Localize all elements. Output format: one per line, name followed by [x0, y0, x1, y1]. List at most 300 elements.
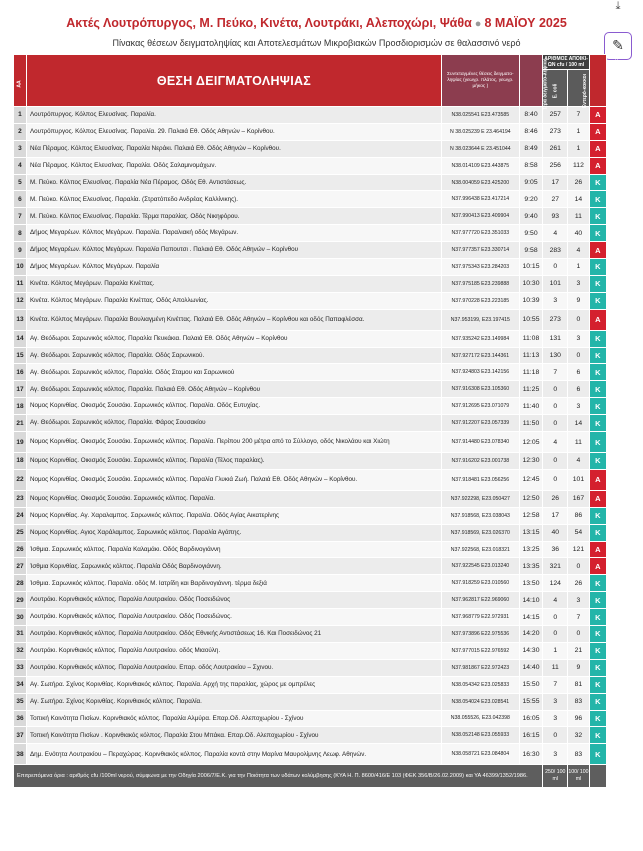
quality-category: A — [589, 140, 606, 157]
coordinates: N37.924803 E23.142156 — [442, 364, 520, 381]
table-row — [14, 490, 607, 507]
row-number: 25 — [14, 524, 27, 541]
row-number: 21 — [14, 415, 27, 432]
table-row — [14, 330, 607, 347]
sampling-time: 16:05 — [519, 710, 543, 727]
coordinates: N38.055526, E23.042398 — [442, 710, 520, 727]
row-number: 27 — [14, 558, 27, 575]
table-row — [14, 225, 607, 242]
quality-category: K — [589, 507, 606, 524]
ecoli-count: 4 — [543, 225, 568, 242]
ecoli-count: 17 — [543, 507, 568, 524]
quality-category: K — [589, 259, 606, 276]
sampling-position: Νομος Κορινθίας. Αγιος Χαράλαμπος. Σαρωνικός κόλπος. Παραλία Αγάπης. — [26, 524, 441, 541]
sampling-time: 9:58 — [519, 242, 543, 259]
enterococci-count: 3 — [568, 592, 590, 609]
enterococci-count: 4 — [568, 453, 590, 470]
row-number: 23 — [14, 490, 27, 507]
quality-category: K — [589, 191, 606, 208]
row-number: 18 — [14, 453, 27, 470]
sampling-position: Δήμος Μεγαρέων. Κόλπος Μεγάρων. Παραλία Παπουτσι . Παλαιά Εθ. Οδός Αθηνών – Κορίνθου — [26, 242, 441, 259]
coordinates: N37.918481 E23.056256 — [442, 469, 520, 490]
quality-category: K — [589, 693, 606, 710]
quality-category: K — [589, 710, 606, 727]
sampling-time: 15:55 — [519, 693, 543, 710]
coordinates: N37.927172 E23.144361 — [442, 347, 520, 364]
quality-category: K — [589, 676, 606, 693]
ecoli-count: 0 — [543, 453, 568, 470]
enterococci-count: 14 — [568, 191, 590, 208]
row-number: 11 — [14, 275, 27, 292]
table-row — [14, 592, 607, 609]
enterococci-count: 0 — [568, 347, 590, 364]
enterococci-count: 14 — [568, 415, 590, 432]
enterococci-count: 121 — [568, 541, 590, 558]
sampling-time: 14:10 — [519, 592, 543, 609]
ecoli-count: 4 — [543, 592, 568, 609]
ecoli-count: 0 — [543, 259, 568, 276]
coordinates: N38.025541 E23.473585 — [442, 107, 520, 124]
sampling-position: Κινέτα. Κόλπος Μεγάρων. Παραλία Κινέττας. — [26, 275, 441, 292]
sampling-time: 14:15 — [519, 609, 543, 626]
table-row — [14, 727, 607, 744]
table-row — [14, 259, 607, 276]
enterococci-count: 0 — [568, 626, 590, 643]
sampling-position: Νέα Πέραμος. Κόλπος Ελευσίνας. Παραλία. Οδός Σαλαμινομάχων. — [26, 157, 441, 174]
sampling-position: Αγ. Θεόδωροι. Σαρωνικός κόλπος. Παραλία Πευκάκια. Παλαιά Εθ. Οδός Αθηνών – Κορίνθου — [26, 330, 441, 347]
coordinates: N38.058721 E23.084804 — [442, 744, 520, 765]
quality-category: K — [589, 592, 606, 609]
row-number: 24 — [14, 507, 27, 524]
sampling-position: Ίσθμια Κορινθίας. Σαρωνικός κόλπος. Παραλία Οδός Βαρδινογιάννη. — [26, 558, 441, 575]
table-row — [14, 453, 607, 470]
enterococci-count: 6 — [568, 364, 590, 381]
enterococci-count: 3 — [568, 398, 590, 415]
row-number: 1 — [14, 107, 27, 124]
quality-category: A — [589, 309, 606, 330]
ecoli-count: 7 — [543, 364, 568, 381]
enterococci-count: 3 — [568, 275, 590, 292]
coordinates: N37.922545 E23.013240 — [442, 558, 520, 575]
sampling-time: 8:49 — [519, 140, 543, 157]
quality-category: K — [589, 744, 606, 765]
sampling-time: 12:58 — [519, 507, 543, 524]
sampling-position: Τοπική Κοινότητα Πισίων. Κορινθιακός κόλπος. Παραλία Αλμύρα. Επαρ.Οδ. Αλεποχωρίου - Σχίνου — [26, 710, 441, 727]
results-table — [13, 54, 619, 788]
row-number: 38 — [14, 744, 27, 765]
coordinates: N37.922298, E23.050427 — [442, 490, 520, 507]
ecoli-count: 101 — [543, 275, 568, 292]
coordinates: N38.014109 E23.443875 — [442, 157, 520, 174]
sampling-position: Νομος Κορινθίας. Αγ. Χαραλαμπος. Σαρωνικός κόλπος. Παραλία. Οδός Αγίας Αικατερίνης — [26, 507, 441, 524]
ecoli-count: 273 — [543, 309, 568, 330]
enterococci-count: 81 — [568, 676, 590, 693]
table-row — [14, 676, 607, 693]
table-row — [14, 107, 607, 124]
ecoli-count: 261 — [543, 140, 568, 157]
quality-category: A — [589, 558, 606, 575]
sampling-position: Λουτράκι. Κορινθιακός κόλπος. Παραλία Λουτρακίου. Οδός Εθνικής Αντιστάσεως 16. Και Ποσειδώνος 21 — [26, 626, 441, 643]
coordinates: N37.962817 E22.969060 — [442, 592, 520, 609]
table-row — [14, 157, 607, 174]
table-row — [14, 469, 607, 490]
coordinates: N38.004059 E23.425200 — [442, 174, 520, 191]
enterococci-count: 11 — [568, 432, 590, 453]
sampling-position: Νομος Κορινθίας. Οικισμός Σουσάκι. Σαρωνικός κόλπος. Παραλία. — [26, 490, 441, 507]
coordinates: N38.054342 E23.025833 — [442, 676, 520, 693]
download-icon[interactable]: ⤓ — [615, 0, 621, 12]
sampling-time: 11:18 — [519, 364, 543, 381]
table-row — [14, 140, 607, 157]
enterococci-count: 9 — [568, 292, 590, 309]
quality-category: A — [589, 157, 606, 174]
sampling-position: Ίσθμια. Σαρωνικός κόλπος. Παραλία Καλαμάκι. Οδός Βαρδινογιάννη — [26, 541, 441, 558]
table-row — [14, 292, 607, 309]
enterococci-count: 0 — [568, 558, 590, 575]
ecoli-count: 40 — [543, 524, 568, 541]
coordinates: N37.996438 E23.417214 — [442, 191, 520, 208]
title-locations: Ακτές Λουτρόπυργος, Μ. Πεύκο, Κινέτα, Λουτράκι, Αλεποχώρι, Ψάθα — [66, 16, 472, 30]
sampling-position: Δήμος Μεγαρέων. Κόλπος Μεγάρων. Παραλία — [26, 259, 441, 276]
sampling-time: 13:50 — [519, 575, 543, 592]
sampling-position: Λουτράκι. Κορινθιακός κόλπος. Παραλία Λουτρακίου. Επαρ. οδός Λουτρακίου – Σχινου. — [26, 659, 441, 676]
sampling-position: Μ. Πεύκο. Κόλπος Ελευσίνας. Παραλία. Τέρμα παραλίας. Οδός Νικηφόρου. — [26, 208, 441, 225]
row-number: 16 — [14, 364, 27, 381]
enterococci-count: 101 — [568, 469, 590, 490]
ecoli-limit: 250/ 100 ml — [543, 765, 568, 788]
quality-category: A — [589, 107, 606, 124]
sampling-time: 9:40 — [519, 208, 543, 225]
coordinates: N38.052148 E23.055933 — [442, 727, 520, 744]
sampling-position: Μ. Πεύκο. Κόλπος Ελευσίνας. Παραλία Νέα Πέραμος. Οδός Εθ. Αντιστάσεως. — [26, 174, 441, 191]
quality-category: K — [589, 524, 606, 541]
table-row — [14, 191, 607, 208]
row-number: 35 — [14, 693, 27, 710]
sampling-time: 10:55 — [519, 309, 543, 330]
enterococci-count: 7 — [568, 609, 590, 626]
enterococci-count: 26 — [568, 575, 590, 592]
sampling-time: 13:15 — [519, 524, 543, 541]
table-row — [14, 541, 607, 558]
limits-note: Επιτρεπόμενα όρια : αριθμός cfu /100ml νερού, σύμφωνα με την Οδηγία 2006/7/Ε.Κ. για την Ποιότητα των υδάτων κολύμβησης (ΚΥΑ Η. Π. 8600/416/Ε 103 (ΦΕΚ 356/Β/26.02.2009) και ΥΑ 46399/1352/1986. — [14, 765, 543, 788]
sampling-position: Νέα Πέραμος. Κόλπος Ελευσίνας. Παραλία Νεράκι. Παλαιά Εθ. Οδός Αθηνών – Κορίνθου. — [26, 140, 441, 157]
table-row — [14, 558, 607, 575]
sampling-time: 9:20 — [519, 191, 543, 208]
coordinates: N37.922568, E23.018321 — [442, 541, 520, 558]
ecoli-count: 3 — [543, 693, 568, 710]
sampling-position: Νομος Κορινθίας. Οικισμός Σουσάκι. Σαρωνικός κόλπος. Παραλία. Περίπου 200 μέτρα από το Σύλλογο, οδός Νικολάου και Χιώτη — [26, 432, 441, 453]
sampling-time: 9:05 — [519, 174, 543, 191]
coordinates: N37.981867 E22.972423 — [442, 659, 520, 676]
enterococci-count: 167 — [568, 490, 590, 507]
title-separator-icon: ● — [474, 18, 482, 30]
quality-category: K — [589, 292, 606, 309]
ecoli-count: 0 — [543, 626, 568, 643]
coordinates: N38.054024 E23.028541 — [442, 693, 520, 710]
sampling-position: Αγ. Θεόδωροι. Σαρωνικός κόλπος. Παραλία. Φάρος Σουσακίου — [26, 415, 441, 432]
coordinates: N37.977720 E23.351033 — [442, 225, 520, 242]
table-row — [14, 275, 607, 292]
table-row — [14, 381, 607, 398]
quality-category: K — [589, 225, 606, 242]
title-date: 8 ΜΑΪΟΥ 2025 — [484, 16, 567, 30]
ecoli-count: 26 — [543, 490, 568, 507]
sampling-time: 14:20 — [519, 626, 543, 643]
row-number: 7 — [14, 208, 27, 225]
row-number: 19 — [14, 432, 27, 453]
enterococci-count: 83 — [568, 744, 590, 765]
coordinates: N 38.023644 E 23.451044 — [442, 140, 520, 157]
row-number: 29 — [14, 592, 27, 609]
table-row — [14, 659, 607, 676]
row-number: 17 — [14, 381, 27, 398]
table-row — [14, 415, 607, 432]
coordinates: N37.970228 E23.223185 — [442, 292, 520, 309]
row-number: 34 — [14, 676, 27, 693]
col-header-colony-count: ΑΡΙΘΜΟΣ ΑΠΟΙΚΙ-ΩΝ cfu / 100 ml — [544, 56, 588, 68]
coordinates: N37.916202 E23.001738 — [442, 453, 520, 470]
sampling-position: Τοπική Κοινότητα Πισίων . Κορινθιακός κόλπος. Παραλία Στου Μπάκα. Επαρ.Οδ. Αλεποχωρίου - Σχίνου — [26, 727, 441, 744]
sampling-time: 13:25 — [519, 541, 543, 558]
quality-category: A — [589, 123, 606, 140]
enterococci-count: 96 — [568, 710, 590, 727]
sampling-position: Αγ. Σωτήρα. Σχίνος Κορινθίας. Κορινθιακός κόλπος. Παραλία. Αρχή της παραλίας, χώρος με ομπρέλες — [26, 676, 441, 693]
sampling-position: Νομος Κορινθίας. Οικισμός Σουσάκι. Σαρωνικός κόλπος. Παραλία Γλυκιά Ζωή. Παλαιά Εθ. Οδός Αθηνών – Κορίνθου. — [26, 469, 441, 490]
sampling-time: 11:25 — [519, 381, 543, 398]
sampling-position: Λουτρόπυργος. Κόλπος Ελευσίνας. Παραλία. — [26, 107, 441, 124]
coordinates: N37.916308 E23.105360 — [442, 381, 520, 398]
coordinates: N37.973896 E22.975536 — [442, 626, 520, 643]
ecoli-count: 124 — [543, 575, 568, 592]
coordinates: N37.953199, E23.197415 — [442, 309, 520, 330]
coordinates: N37.990413 E23.409904 — [442, 208, 520, 225]
coordinates: N37.975185 E23.239888 — [442, 275, 520, 292]
quality-category: K — [589, 659, 606, 676]
coordinates: N37.912207 E23.057339 — [442, 415, 520, 432]
col-header-aa: ΑΑ — [14, 55, 27, 107]
quality-category: K — [589, 626, 606, 643]
enterococci-count: 1 — [568, 140, 590, 157]
coordinates: N37.977015 E22.976592 — [442, 642, 520, 659]
col-header-time: Ώρα δειγματο-ληψίας — [519, 55, 543, 107]
row-number: 12 — [14, 292, 27, 309]
table-row — [14, 174, 607, 191]
sampling-position: Λουτράκι. Κορινθιακός κόλπος. Παραλία Λουτρακίου. οδός Μιαούλη. — [26, 642, 441, 659]
col-header-ecoli: E. coli — [543, 70, 568, 107]
sampling-time: 12:50 — [519, 490, 543, 507]
quality-category: K — [589, 432, 606, 453]
table-row — [14, 364, 607, 381]
coordinates: N37.935242 E23.149984 — [442, 330, 520, 347]
sampling-position: Ίσθμια. Σαρωνικός κόλπος. Παραλία. οδός Μ. Ιατρίδη και Βαρδινογιάννη. τέρμα δεξιά — [26, 575, 441, 592]
enterococci-count: 86 — [568, 507, 590, 524]
table-row — [14, 398, 607, 415]
sampling-time: 10:30 — [519, 275, 543, 292]
ecoli-count: 3 — [543, 744, 568, 765]
ecoli-count: 0 — [543, 727, 568, 744]
row-number: 9 — [14, 242, 27, 259]
ecoli-count: 1 — [543, 642, 568, 659]
ecoli-count: 27 — [543, 191, 568, 208]
row-number: 26 — [14, 541, 27, 558]
sampling-time: 10:15 — [519, 259, 543, 276]
quality-category: K — [589, 275, 606, 292]
sampling-time: 12:45 — [519, 469, 543, 490]
table-row — [14, 693, 607, 710]
page-subtitle: Πίνακας θέσεων δειγματοληψίας και Αποτελεσμάτων Μικροβιακών Προσδιορισμών σε θαλασσινό νερό — [112, 38, 521, 48]
quality-category: A — [589, 490, 606, 507]
ecoli-count: 0 — [543, 381, 568, 398]
sampling-time: 8:46 — [519, 123, 543, 140]
ecoli-count: 130 — [543, 347, 568, 364]
table-row — [14, 524, 607, 541]
coordinates: N 38.025239 E 23.464194 — [442, 123, 520, 140]
quality-category: K — [589, 642, 606, 659]
page-title — [0, 16, 633, 30]
sampling-time: 11:13 — [519, 347, 543, 364]
row-number: 14 — [14, 330, 27, 347]
row-number: 15 — [14, 347, 27, 364]
sampling-position: Νομος Κορινθίας. Οικισμός Σουσάκι. Σαρωνικός κόλπος. Παραλία (Τέλος παραλίας). — [26, 453, 441, 470]
quality-category: K — [589, 364, 606, 381]
table-row — [14, 123, 607, 140]
ecoli-count: 273 — [543, 123, 568, 140]
sampling-time: 12:05 — [519, 432, 543, 453]
table-row — [14, 309, 607, 330]
quality-category: K — [589, 398, 606, 415]
quality-category: K — [589, 415, 606, 432]
sampling-position: Λουτράκι. Κορινθιακός κόλπος. Παραλία Λουτρακίου. Οδός Ποσειδώνος — [26, 592, 441, 609]
row-number: 10 — [14, 259, 27, 276]
sampling-position: Δημ. Ενότητα Λουτρακίου – Περαχώρας. Κορινθιακός κόλπος. Παραλία κοντά στην Μαρίνα Μαυρολίμνης Λεωφ. Αθηνών. — [26, 744, 441, 765]
quality-category: K — [589, 453, 606, 470]
sampling-position: Νομος Κορινθίας. Οικισμός Σουσάκι. Σαρωνικός κόλπος. Παραλία. Οδός Ευτυχίας. — [26, 398, 441, 415]
sampling-time: 15:50 — [519, 676, 543, 693]
coordinates: N37.912695 E23.071079 — [442, 398, 520, 415]
row-number: 32 — [14, 642, 27, 659]
row-number: 3 — [14, 140, 27, 157]
footer-blank — [589, 765, 606, 788]
row-number: 22 — [14, 469, 27, 490]
sampling-time: 16:15 — [519, 727, 543, 744]
ecoli-count: 93 — [543, 208, 568, 225]
table-row — [14, 609, 607, 626]
quality-category: K — [589, 575, 606, 592]
col-header-coords: Συντεταγμένες θέσεις δειγματο-ληψίας (γεωγρ. πλάτος, γεωγρ. μήκος ) — [442, 55, 520, 107]
ecoli-count: 4 — [543, 432, 568, 453]
enterococci-count: 112 — [568, 157, 590, 174]
col-header-category: ΚΑΤΗΓΟΡΙΑ ΠΟΙΟΤΗΤΑΣ — [589, 55, 606, 107]
enterococci-count: 4 — [568, 242, 590, 259]
table-row — [14, 242, 607, 259]
sampling-position: Αγ. Θεόδωροι. Σαρωνικός κόλπος. Παραλία. Οδός Σταμου και Σαρωνικού — [26, 364, 441, 381]
row-number: 13 — [14, 309, 27, 330]
sampling-time: 11:40 — [519, 398, 543, 415]
table-row — [14, 626, 607, 643]
ecoli-count: 0 — [543, 398, 568, 415]
quality-category: A — [589, 242, 606, 259]
sampling-time: 14:40 — [519, 659, 543, 676]
table-row — [14, 347, 607, 364]
pen-icon: ✎ — [612, 37, 624, 53]
ecoli-count: 36 — [543, 541, 568, 558]
table-row — [14, 575, 607, 592]
row-number: 6 — [14, 191, 27, 208]
row-number: 4 — [14, 157, 27, 174]
row-number: 18 — [14, 398, 27, 415]
enterococci-count: 83 — [568, 693, 590, 710]
col-header-enterococci: Εντερό-κοκκοι — [568, 70, 590, 107]
row-number: 8 — [14, 225, 27, 242]
sampling-time: 10:39 — [519, 292, 543, 309]
table-row — [14, 642, 607, 659]
sampling-position: Κινέτα. Κόλπος Μεγάρων. Παραλία Βουλιαγμένη Κινέττας. Παλαιά Εθ. Οδός Αθηνών – Κορίνθου και οδός Παπαφλέσσα. — [26, 309, 441, 330]
sampling-time: 8:40 — [519, 107, 543, 124]
ecoli-count: 3 — [543, 292, 568, 309]
coordinates: N37.975343 E23.284203 — [442, 259, 520, 276]
ecoli-count: 17 — [543, 174, 568, 191]
sampling-position: Λουτρόπυργος. Κόλπος Ελευσίνας. Παραλία. 29. Παλαιά Εθ. Οδός Αθηνών – Κορίνθου. — [26, 123, 441, 140]
row-number: 37 — [14, 727, 27, 744]
coordinates: N37.968779 E22.972931 — [442, 609, 520, 626]
quality-category: A — [589, 541, 606, 558]
ecoli-count: 7 — [543, 676, 568, 693]
sampling-position: Αγ. Θεόδωροι. Σαρωνικός κόλπος. Παραλία. Οδός Σαρωνικού. — [26, 347, 441, 364]
table-row — [14, 744, 607, 765]
coordinates: N37.918259 E23.010560 — [442, 575, 520, 592]
sampling-time: 11:08 — [519, 330, 543, 347]
row-number: 2 — [14, 123, 27, 140]
ecoli-count: 256 — [543, 157, 568, 174]
coordinates: N37.977357 E23.330714 — [442, 242, 520, 259]
row-number: 36 — [14, 710, 27, 727]
enterococci-count: 7 — [568, 107, 590, 124]
ecoli-count: 283 — [543, 242, 568, 259]
ecoli-count: 321 — [543, 558, 568, 575]
sampling-time: 9:50 — [519, 225, 543, 242]
row-number: 28 — [14, 575, 27, 592]
ecoli-count: 3 — [543, 710, 568, 727]
ecoli-count: 257 — [543, 107, 568, 124]
quality-category: K — [589, 609, 606, 626]
sampling-position: Αγ. Θεόδωροι. Σαρωνικός κόλπος. Παραλία. Παλαιά Εθ. Οδός Αθηνών – Κορίνθου — [26, 381, 441, 398]
enterococci-count: 21 — [568, 642, 590, 659]
row-number: 30 — [14, 609, 27, 626]
table-row — [14, 208, 607, 225]
enterococci-count: 9 — [568, 659, 590, 676]
sampling-time: 13:35 — [519, 558, 543, 575]
sampling-position: Δήμος Μεγαρέων. Κόλπος Μεγάρων. Παραλία. Παραλιακή οδός Μεγάρων. — [26, 225, 441, 242]
sampling-time: 14:30 — [519, 642, 543, 659]
enterococci-count: 11 — [568, 208, 590, 225]
sampling-position: Λουτράκι. Κορινθιακός κόλπος. Παραλία Λουτρακίου. Οδός Ποσειδώνος. — [26, 609, 441, 626]
ecoli-count: 0 — [543, 609, 568, 626]
quality-category: K — [589, 347, 606, 364]
quality-category: K — [589, 330, 606, 347]
ecoli-count: 11 — [543, 659, 568, 676]
enterococci-count: 6 — [568, 381, 590, 398]
sampling-time: 12:30 — [519, 453, 543, 470]
table-row — [14, 432, 607, 453]
table-row — [14, 507, 607, 524]
sampling-time: 11:50 — [519, 415, 543, 432]
table-row — [14, 710, 607, 727]
row-number: 33 — [14, 659, 27, 676]
col-header-position: ΘΕΣΗ ΔΕΙΓΜΑΤΟΛΗΨΙΑΣ — [26, 55, 441, 107]
enterococci-count: 40 — [568, 225, 590, 242]
enterococci-count: 0 — [568, 309, 590, 330]
sampling-position: Μ. Πεύκο. Κόλπος Ελευσίνας. Παραλία. (Στρατόπεδο Ανδρέας Καλλίνικης). — [26, 191, 441, 208]
